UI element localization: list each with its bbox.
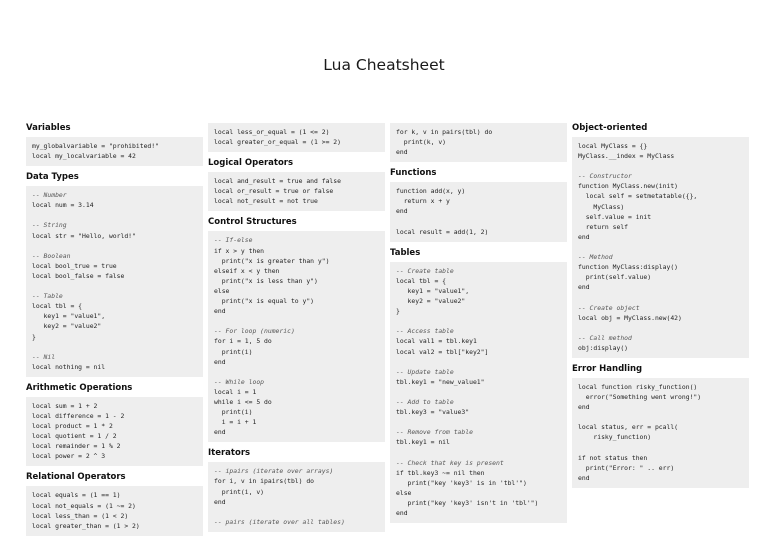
code-line: -- Constructor: [578, 172, 632, 181]
section-title-data-types: Data Types: [26, 172, 79, 183]
code-line: print(i): [214, 408, 253, 417]
section-title-error-handling: Error Handling: [572, 363, 643, 374]
code-line: key2 = "value2": [32, 322, 102, 331]
code-line: print(i, v): [214, 487, 265, 496]
code-line: [578, 242, 743, 252]
code-line: end: [214, 497, 226, 506]
code-line: print(self.value): [578, 273, 652, 282]
code-line: [396, 447, 561, 457]
code-line: local less_or_equal = (1 <= 2): [214, 128, 330, 136]
code-line: return self: [578, 222, 629, 231]
code-line: local and_result = true and false: [214, 177, 341, 186]
code-line: print(i): [214, 347, 253, 356]
section-title-control-structures: Control Structures: [208, 217, 297, 228]
code-line: -- Call method: [578, 333, 632, 342]
column-1: [26, 123, 203, 542]
code-line: -- Check that key is present: [396, 458, 504, 467]
code-line: return x + y: [396, 197, 450, 206]
code-line: MyClass.__index = MyClass: [578, 152, 675, 161]
code-line: local str = "Hello, world!": [32, 231, 136, 240]
section-title-variables: Variables: [26, 123, 71, 133]
code-line: [396, 316, 561, 326]
code-line: else: [396, 488, 412, 497]
code-line: end: [214, 428, 226, 437]
code-line: print("key 'key3' is in 'tbl'"): [396, 478, 527, 487]
code-line: print("x is equal to y"): [214, 297, 315, 306]
code-line: self.value = init: [578, 212, 652, 221]
code-line: [396, 387, 561, 397]
code-line: local self = setmetatable({},: [578, 192, 698, 201]
code-line: [32, 241, 197, 251]
code-block-tables: [390, 262, 567, 523]
code-line: error("Something went wrong!"): [578, 393, 702, 402]
code-line: local MyClass = {}: [578, 142, 648, 150]
code-line: [396, 217, 561, 227]
page-title: Lua Cheatsheet: [323, 56, 445, 74]
code-block-continued-col3: [390, 123, 567, 162]
code-line: local not_result = not true: [214, 197, 318, 206]
code-line: local less_than = (1 < 2): [32, 511, 129, 520]
code-line: end: [396, 148, 408, 157]
code-line: key1 = "value1",: [32, 312, 106, 321]
code-line: end: [396, 207, 408, 216]
code-line: local obj = MyClass.new(42): [578, 313, 682, 322]
code-line: local num = 3.14: [32, 201, 94, 210]
code-line: -- Nil: [32, 352, 56, 361]
code-line: tbl.key1 = nil: [396, 438, 450, 447]
code-line: local val2 = tbl["key2"]: [396, 347, 489, 356]
code-line: end: [578, 473, 590, 482]
code-line: tbl.key1 = "new_value1": [396, 377, 485, 386]
code-line: local result = add(1, 2): [396, 227, 489, 236]
code-line: local greater_or_equal = (1 >= 2): [214, 138, 341, 147]
section-title-object-oriented: Object-oriented: [572, 123, 648, 133]
code-line: -- ipairs (iterate over arrays): [214, 467, 334, 476]
code-line: [214, 316, 379, 326]
code-line: local val1 = tbl.key1: [396, 337, 477, 346]
code-block-control-structures: [208, 231, 385, 442]
code-line: [32, 342, 197, 352]
code-line: -- If-else: [214, 236, 253, 245]
code-line: local function risky_function(): [578, 382, 698, 391]
code-line: -- Boolean: [32, 251, 71, 260]
code-line: -- Update table: [396, 367, 454, 376]
section-title-logical-operators: Logical Operators: [208, 158, 294, 169]
code-line: while i <= 5 do: [214, 397, 272, 406]
code-block-data-types: [26, 186, 203, 377]
code-line: -- While loop: [214, 377, 265, 386]
code-line: -- Number: [32, 191, 67, 200]
code-block-iterators: [208, 462, 385, 532]
code-line: end: [396, 509, 408, 517]
code-line: end: [214, 307, 226, 316]
code-line: if not status then: [578, 453, 648, 462]
code-line: if x > y then: [214, 246, 265, 255]
code-block-arithmetic-operations: [26, 397, 203, 467]
code-block-error-handling: [572, 378, 749, 488]
code-block-relational-operators: [26, 486, 203, 535]
code-block-object-oriented: [572, 137, 749, 358]
code-line: -- Table: [32, 292, 63, 301]
column-4: [572, 123, 749, 494]
code-line: function add(x, y): [396, 187, 466, 196]
code-line: function MyClass.new(init): [578, 182, 679, 191]
code-line: -- Access table: [396, 327, 454, 336]
code-line: -- Create table: [396, 266, 454, 275]
code-line: for i, v in ipairs(tbl) do: [214, 477, 315, 486]
column-3: [390, 123, 567, 529]
code-line: [578, 292, 743, 302]
code-line: local my_localvariable = 42: [32, 152, 136, 161]
code-line: end: [214, 357, 226, 366]
code-line: local i = 1: [214, 387, 257, 396]
code-line: MyClass): [578, 202, 625, 211]
code-line: local greater_than = (1 > 2): [32, 521, 140, 530]
code-line: local quotient = 1 / 2: [32, 432, 117, 441]
code-block-logical-operators: [208, 172, 385, 211]
code-line: risky_function): [578, 433, 652, 442]
code-line: if tbl.key3 ~= nil then: [396, 468, 485, 477]
code-line: -- Add to table: [396, 397, 454, 406]
code-line: end: [578, 232, 590, 241]
code-line: [396, 417, 561, 427]
code-line: print("key 'key3' isn't in 'tbl'"): [396, 498, 539, 507]
code-line: -- String: [32, 221, 67, 230]
code-line: i = i + 1: [214, 418, 257, 427]
code-line: local not_equals = (1 ~= 2): [32, 501, 136, 510]
column-2: [208, 123, 385, 538]
code-line: tbl.key3 = "value3": [396, 408, 470, 417]
code-line: end: [578, 403, 590, 412]
code-line: -- For loop (numeric): [214, 327, 295, 336]
code-line: [32, 210, 197, 220]
code-block-functions: [390, 182, 567, 241]
section-title-tables: Tables: [390, 247, 421, 258]
code-line: local power = 2 ^ 3: [32, 452, 106, 461]
code-line: [578, 443, 743, 453]
code-block-continued-col2: [208, 123, 385, 152]
code-block-variables: [26, 137, 203, 166]
section-title-functions: Functions: [390, 168, 437, 179]
code-line: -- Remove from table: [396, 428, 473, 437]
code-line: for i = 1, 5 do: [214, 337, 272, 346]
code-line: -- Create object: [578, 303, 640, 312]
code-line: [396, 357, 561, 367]
code-line: }: [32, 332, 36, 341]
code-line: -- Method: [578, 253, 613, 262]
code-line: local status, err = pcall(: [578, 423, 679, 432]
code-line: print("x is greater than y"): [214, 256, 330, 265]
code-line: [578, 323, 743, 333]
code-line: local product = 1 * 2: [32, 422, 113, 431]
code-line: local tbl = {: [396, 276, 447, 285]
code-line: key2 = "value2": [396, 297, 466, 306]
code-line: print("x is less than y"): [214, 276, 318, 285]
code-line: for k, v in pairs(tbl) do: [396, 128, 493, 136]
code-line: function MyClass:display(): [578, 263, 679, 272]
code-line: print("Error: " .. err): [578, 463, 675, 472]
code-line: my_globalvariable = "prohibited!": [32, 142, 159, 150]
code-line: local difference = 1 - 2: [32, 411, 125, 420]
section-title-arithmetic-operations: Arithmetic Operations: [26, 382, 133, 393]
code-line: [214, 367, 379, 377]
code-line: [214, 507, 379, 517]
section-title-relational-operators: Relational Operators: [26, 472, 126, 483]
code-line: local sum = 1 + 2: [32, 401, 98, 410]
code-line: -- pairs (iterate over all tables): [214, 517, 345, 526]
code-line: print(k, v): [396, 138, 447, 147]
code-line: key1 = "value1",: [396, 286, 470, 295]
code-line: end: [578, 283, 590, 292]
code-line: }: [396, 307, 400, 316]
code-line: local bool_false = false: [32, 271, 125, 280]
code-line: local equals = (1 == 1): [32, 491, 121, 500]
code-line: [578, 412, 743, 422]
code-line: local bool_true = true: [32, 261, 117, 270]
code-line: obj:display(): [578, 343, 629, 352]
code-line: [578, 161, 743, 171]
code-line: local tbl = {: [32, 302, 83, 311]
code-line: local or_result = true or false: [214, 187, 334, 196]
code-line: local remainder = 1 % 2: [32, 442, 121, 451]
code-line: else: [214, 286, 230, 295]
code-line: [32, 281, 197, 291]
code-line: elseif x < y then: [214, 266, 280, 275]
section-title-iterators: Iterators: [208, 448, 251, 459]
code-line: local nothing = nil: [32, 362, 106, 371]
